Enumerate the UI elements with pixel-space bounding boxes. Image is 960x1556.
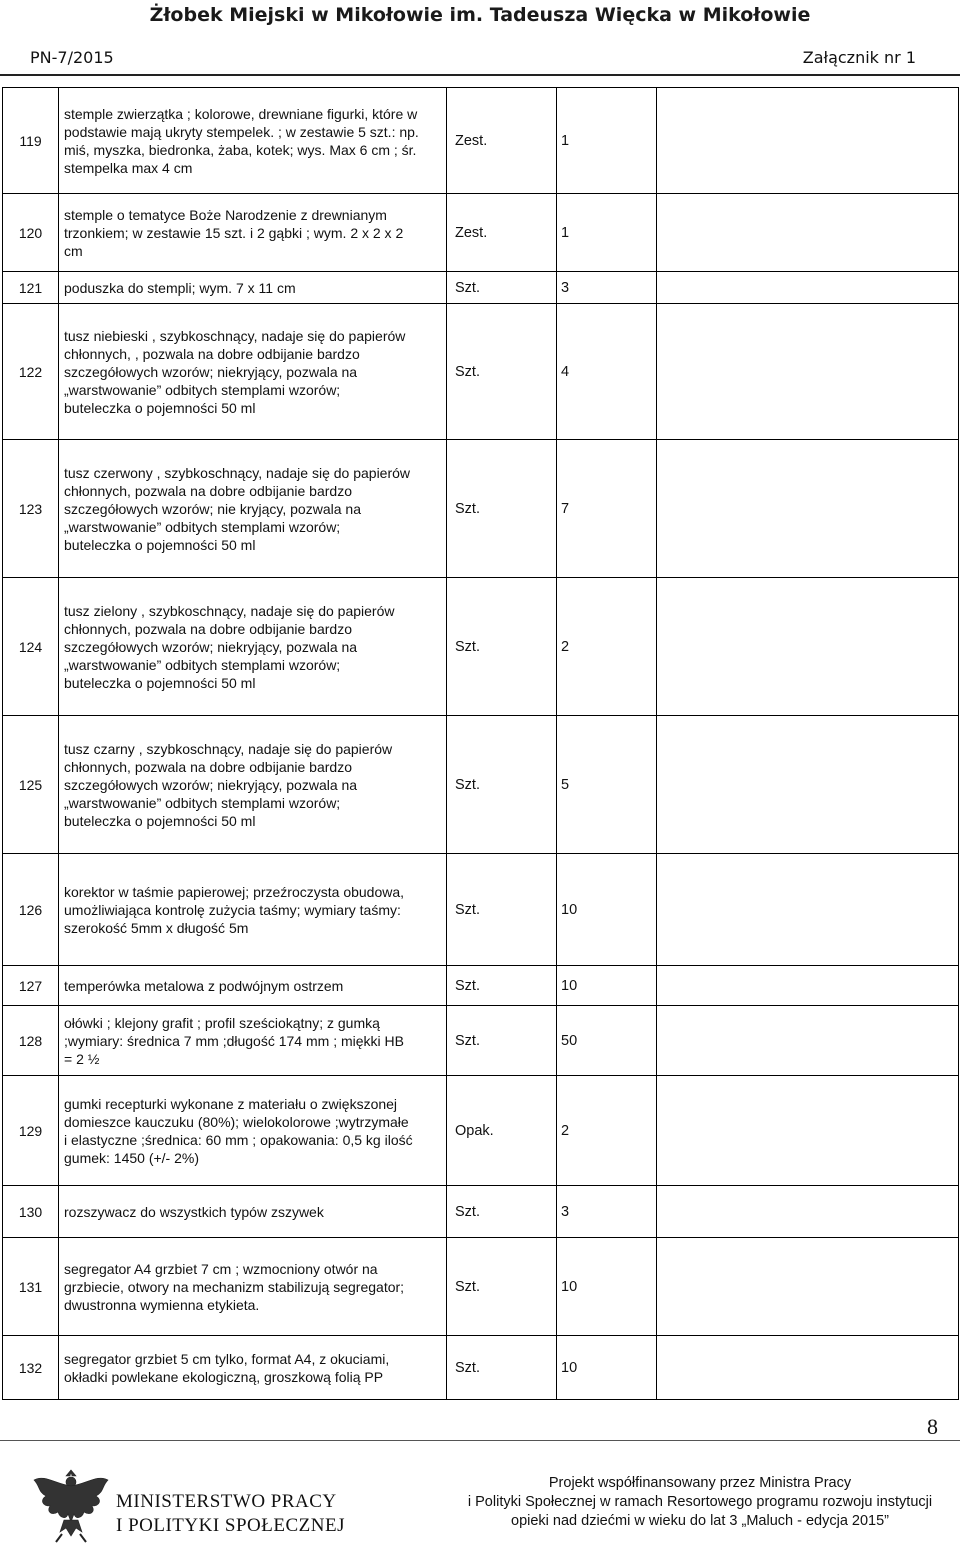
description-line: i elastyczne ;średnica: 60 mm ; opakowania: 0,5 kg ilość [64, 1131, 413, 1148]
project-line-3: opieki nad dziećmi w wieku do lat 3 „Maluch - edycja 2015” [511, 1513, 889, 1529]
description-line: dwustronna wymienna etykieta. [64, 1296, 260, 1313]
item-unit: Szt. [447, 272, 557, 304]
description-line: grzbiecie, otwory na mechanizm stabilizują segregator; [64, 1278, 405, 1295]
item-quantity: 50 [557, 1006, 657, 1076]
reference-number: PN-7/2015 [30, 48, 114, 67]
empty-cell [657, 272, 959, 304]
header-rule [0, 74, 960, 76]
item-unit: Szt. [447, 1186, 557, 1238]
empty-cell [657, 440, 959, 578]
item-description [59, 1186, 447, 1238]
item-number: 120 [3, 194, 59, 272]
description-line: chłonnych, pozwala na dobre odbijanie bardzo [64, 758, 352, 775]
description-line: segregator grzbiet 5 cm tylko, format A4, z okuciami, [64, 1350, 390, 1367]
item-unit: Szt. [447, 854, 557, 966]
item-unit: Szt. [447, 966, 557, 1006]
attachment-label: Załącznik nr 1 [802, 48, 916, 67]
items-table [2, 87, 959, 1400]
item-description [59, 716, 447, 854]
item-number: 131 [3, 1238, 59, 1336]
description-line: szerokość 5mm x długość 5m [64, 919, 249, 936]
empty-cell [657, 854, 959, 966]
item-number: 128 [3, 1006, 59, 1076]
item-quantity: 7 [557, 440, 657, 578]
empty-cell [657, 194, 959, 272]
item-number: 123 [3, 440, 59, 578]
item-unit: Szt. [447, 1336, 557, 1400]
empty-cell [657, 716, 959, 854]
empty-cell [657, 1006, 959, 1076]
description-line: szczegółowych wzorów; nie kryjący, pozwala na [64, 500, 361, 517]
item-unit: Szt. [447, 304, 557, 440]
item-quantity: 3 [557, 272, 657, 304]
description-line: umożliwiająca kontrolę zużycia taśmy; wymiary taśmy: [64, 901, 401, 918]
item-number: 122 [3, 304, 59, 440]
item-unit: Szt. [447, 440, 557, 578]
description-line: buteleczka o pojemności 50 ml [64, 399, 256, 416]
table-row [3, 966, 959, 1006]
table-row [3, 88, 959, 194]
item-number: 130 [3, 1186, 59, 1238]
description-line: okładki powlekane ekologiczną, groszkową folią PP [64, 1368, 384, 1385]
description-line: „warstwowanie” odbitych stemplami wzorów; [64, 656, 341, 673]
description-line: = 2 ½ [64, 1050, 100, 1067]
footer-rule [0, 1440, 960, 1441]
description-line: szczegółowych wzorów; niekryjący, pozwala na [64, 363, 358, 380]
item-unit: Szt. [447, 716, 557, 854]
description-line: stempelka max 4 cm [64, 159, 193, 176]
item-number: 132 [3, 1336, 59, 1400]
item-description [59, 272, 447, 304]
item-description [59, 1076, 447, 1186]
empty-cell [657, 1076, 959, 1186]
description-line: buteleczka o pojemności 50 ml [64, 812, 256, 829]
item-description [59, 304, 447, 440]
ministry-line-1: MINISTERSTWO PRACY [116, 1491, 337, 1512]
item-description [59, 966, 447, 1006]
empty-cell [657, 88, 959, 194]
table-row [3, 1336, 959, 1400]
description-line: buteleczka o pojemności 50 ml [64, 536, 256, 553]
item-unit: Szt. [447, 578, 557, 716]
item-quantity: 10 [557, 1238, 657, 1336]
item-quantity: 10 [557, 854, 657, 966]
project-line-2: i Polityki Społecznej w ramach Resortowego programu rozwoju instytucji [467, 1494, 933, 1510]
item-quantity: 2 [557, 578, 657, 716]
empty-cell [657, 1186, 959, 1238]
description-line: szczegółowych wzorów; niekryjący, pozwala na [64, 776, 358, 793]
item-quantity: 3 [557, 1186, 657, 1238]
table-row [3, 272, 959, 304]
item-quantity: 10 [557, 1336, 657, 1400]
item-quantity: 2 [557, 1076, 657, 1186]
description-line: „warstwowanie” odbitych stemplami wzorów; [64, 381, 341, 398]
description-line: ;wymiary: średnica 7 mm ;długość 174 mm ; miękki HB [64, 1032, 404, 1049]
description-line: tusz zielony , szybkoschnący, nadaje się do papierów [64, 602, 395, 619]
empty-cell [657, 966, 959, 1006]
description-line: gumek: 1450 (+/- 2%) [64, 1149, 200, 1166]
description-line: „warstwowanie” odbitych stemplami wzorów; [64, 518, 341, 535]
description-line: chłonnych, , pozwala na dobre odbijanie bardzo [64, 345, 360, 362]
item-description [59, 194, 447, 272]
item-number: 127 [3, 966, 59, 1006]
item-description [59, 1336, 447, 1400]
table-row [3, 1006, 959, 1076]
project-line-1: Projekt współfinansowany przez Ministra Pracy [548, 1475, 852, 1491]
item-number: 126 [3, 854, 59, 966]
empty-cell [657, 1238, 959, 1336]
item-description [59, 578, 447, 716]
item-quantity: 1 [557, 88, 657, 194]
item-unit: Zest. [447, 88, 557, 194]
description-line: tusz niebieski , szybkoschnący, nadaje się do papierów [64, 327, 406, 344]
page-number: 8 [927, 1414, 938, 1439]
item-quantity: 5 [557, 716, 657, 854]
description-line: buteleczka o pojemności 50 ml [64, 674, 256, 691]
item-number: 129 [3, 1076, 59, 1186]
description-line: domieszce kauczuku (80%); wielokolorowe ;wytrzymałe [64, 1113, 409, 1130]
item-description [59, 1006, 447, 1076]
item-number: 125 [3, 716, 59, 854]
ministry-line-2: I POLITYKI SPOŁECZNEJ [116, 1515, 345, 1536]
item-description [59, 1238, 447, 1336]
item-description [59, 854, 447, 966]
table-row [3, 716, 959, 854]
description-line: trzonkiem; w zestawie 15 szt. i 2 gąbki ; wym. 2 x 2 x 2 [64, 224, 404, 241]
table-row [3, 194, 959, 272]
description-line: ołówki ; klejony grafit ; profil sześciokątny; z gumką [64, 1014, 380, 1031]
description-line: stemple zwierzątka ; kolorowe, drewniane figurki, które w [64, 105, 418, 122]
description-line: tusz czarny , szybkoschnący, nadaje się do papierów [64, 740, 393, 757]
item-unit: Szt. [447, 1006, 557, 1076]
description-line: tusz czerwony , szybkoschnący, nadaje się do papierów [64, 464, 411, 481]
table-row [3, 854, 959, 966]
table-row [3, 578, 959, 716]
project-note [440, 1474, 960, 1531]
description-line: chłonnych, pozwala na dobre odbijanie bardzo [64, 620, 352, 637]
empty-cell [657, 304, 959, 440]
description-line: miś, myszka, biedronka, żaba, kotek; wys. Max 6 cm ; śr. [64, 141, 417, 158]
table-row [3, 1186, 959, 1238]
description-line: chłonnych, pozwala na dobre odbijanie bardzo [64, 482, 352, 499]
item-quantity: 4 [557, 304, 657, 440]
item-quantity: 1 [557, 194, 657, 272]
item-number: 119 [3, 88, 59, 194]
ministry-logo-text [116, 1490, 345, 1538]
item-unit: Zest. [447, 194, 557, 272]
description-line: rozszywacz do wszystkich typów zszywek [64, 1203, 324, 1220]
description-line: stemple o tematyce Boże Narodzenie z drewnianym [64, 206, 387, 223]
empty-cell [657, 1336, 959, 1400]
item-number: 124 [3, 578, 59, 716]
item-description [59, 88, 447, 194]
description-line: podstawie mają ukryty stempelek. ; w zestawie 5 szt.: np. [64, 123, 419, 140]
eagle-emblem-icon [26, 1462, 116, 1546]
description-line: cm [64, 242, 83, 259]
table-row [3, 1238, 959, 1336]
description-line: „warstwowanie” odbitych stemplami wzorów; [64, 794, 341, 811]
description-line: segregator A4 grzbiet 7 cm ; wzmocniony otwór na [64, 1260, 378, 1277]
description-line: szczegółowych wzorów; niekryjący, pozwala na [64, 638, 358, 655]
document-title: Żłobek Miejski w Mikołowie im. Tadeusza Więcka w Mikołowie [149, 4, 811, 26]
table-row [3, 304, 959, 440]
description-line: gumki recepturki wykonane z materiału o zwiększonej [64, 1095, 398, 1112]
empty-cell [657, 578, 959, 716]
item-quantity: 10 [557, 966, 657, 1006]
table-row [3, 1076, 959, 1186]
item-number: 121 [3, 272, 59, 304]
item-unit: Opak. [447, 1076, 557, 1186]
description-line: temperówka metalowa z podwójnym ostrzem [64, 977, 344, 994]
description-line: poduszka do stempli; wym. 7 x 11 cm [64, 279, 296, 296]
item-unit: Szt. [447, 1238, 557, 1336]
description-line: korektor w taśmie papierowej; przeźroczysta obudowa, [64, 883, 405, 900]
item-description [59, 440, 447, 578]
table-row [3, 440, 959, 578]
